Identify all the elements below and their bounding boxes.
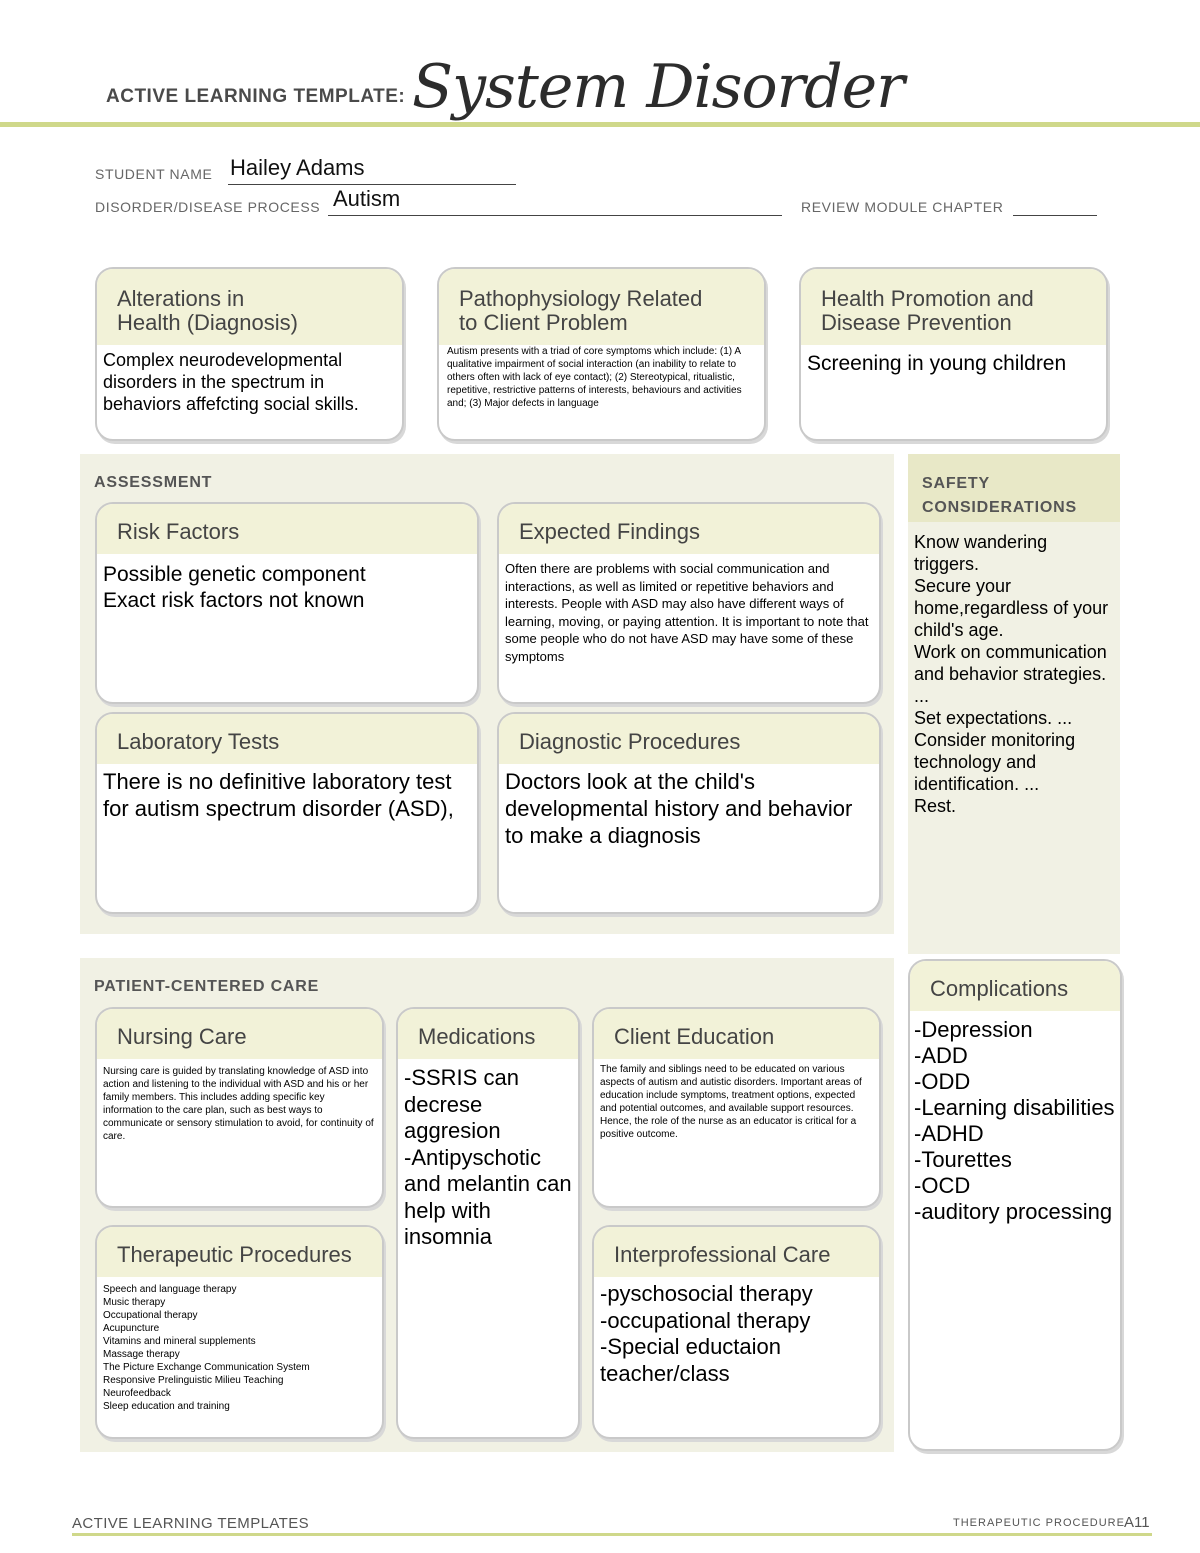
diagnostic-procedures-title: Diagnostic Procedures bbox=[499, 714, 879, 764]
health-promotion-title: Health Promotion and Disease Prevention bbox=[801, 269, 1106, 345]
nursing-care-box bbox=[95, 1007, 384, 1208]
alterations-title: Alterations in Health (Diagnosis) bbox=[97, 269, 402, 345]
header-divider bbox=[0, 122, 1200, 127]
footer-page-number: A11 bbox=[1124, 1514, 1150, 1531]
expected-findings-title: Expected Findings bbox=[499, 504, 879, 554]
assessment-label: ASSESSMENT bbox=[94, 474, 213, 491]
footer-left-label: ACTIVE LEARNING TEMPLATES bbox=[72, 1515, 309, 1532]
nursing-care-title: Nursing Care bbox=[97, 1009, 382, 1059]
client-education-body[interactable]: The family and siblings need to be educated on various aspects of autism and autistic disorders. Important areas of education include symptoms, treatment options, expected and potential outcomes, and available support resources. Hence, the role of the nurse as an educator is critical for a positive outcome. bbox=[600, 1064, 862, 1140]
medications-box bbox=[396, 1007, 580, 1439]
safety-body[interactable]: Know wandering triggers. Secure your home,regardless of your child's age. Work on communication and behavior strategies. ... Set expectations. ... Consider monitoring technology and identification. ... Rest. bbox=[914, 532, 1109, 816]
laboratory-tests-body[interactable]: There is no definitive laboratory test for autism spectrum disorder (ASD), bbox=[103, 769, 454, 821]
medications-body[interactable]: -SSRIS can decrese aggresion -Antipyschotic and melantin can help with insomnia bbox=[404, 1065, 572, 1249]
nursing-care-body[interactable]: Nursing care is guided by translating knowledge of ASD into action and listening to the individual with ASD and his or her family members. This includes adding specific key information to the care plan, such as best ways to communicate or sensory stimulation to avoid, for continuity of care. bbox=[103, 1066, 374, 1142]
student-name-label: STUDENT NAME bbox=[95, 166, 213, 182]
risk-factors-title: Risk Factors bbox=[97, 504, 477, 554]
disorder-value[interactable]: Autism bbox=[333, 186, 401, 211]
client-education-title: Client Education bbox=[594, 1009, 879, 1059]
student-name-line bbox=[228, 183, 516, 185]
therapeutic-procedures-body[interactable]: Speech and language therapy Music therapy Occupational therapy Acupuncture Vitamins and mineral supplements Massage therapy The Picture Exchange Communication System Responsive Prelinguistic Milieu Teaching Neurofeedback Sleep education and training bbox=[103, 1284, 310, 1412]
review-module-line bbox=[1013, 214, 1097, 216]
interprofessional-care-body[interactable]: -pyschosocial therapy -occupational therapy -Special eductaion teacher/class bbox=[600, 1281, 813, 1386]
alterations-box bbox=[95, 267, 404, 441]
interprofessional-care-box bbox=[592, 1225, 881, 1439]
diagnostic-procedures-body[interactable]: Doctors look at the child's developmental history and behavior to make a diagnosis bbox=[505, 769, 853, 848]
complications-body[interactable]: -Depression -ADD -ODD -Learning disabilities -ADHD -Tourettes -OCD -auditory processing bbox=[914, 1017, 1115, 1224]
complications-box bbox=[908, 959, 1122, 1451]
diagnostic-procedures-box bbox=[497, 712, 881, 914]
student-name-value[interactable]: Hailey Adams bbox=[230, 155, 365, 180]
therapeutic-procedures-box bbox=[95, 1225, 384, 1439]
page-title: System Disorder bbox=[412, 52, 904, 122]
risk-factors-body[interactable]: Possible genetic component Exact risk factors not known bbox=[103, 563, 366, 612]
expected-findings-body[interactable]: Often there are problems with social communication and interactions, as well as limited or repetitive behaviors and interests. People with ASD may also have different ways of learning, moving, or paying attention. It is important to note that some people who do not have ASD may have some of these symptoms bbox=[505, 561, 869, 664]
pathophysiology-box bbox=[437, 267, 766, 441]
health-promotion-body[interactable]: Screening in young children bbox=[807, 352, 1067, 375]
safety-label: SAFETY CONSIDERATIONS bbox=[922, 475, 1077, 516]
disorder-line bbox=[328, 214, 782, 216]
complications-title: Complications bbox=[910, 961, 1120, 1011]
footer-divider bbox=[72, 1533, 1152, 1536]
patient-centered-label: PATIENT-CENTERED CARE bbox=[94, 978, 320, 995]
medications-title: Medications bbox=[398, 1009, 578, 1059]
interprofessional-care-title: Interprofessional Care bbox=[594, 1227, 879, 1277]
pathophysiology-title: Pathophysiology Related to Client Problem bbox=[439, 269, 764, 345]
pathophysiology-body[interactable]: Autism presents with a triad of core symptoms which include: (1) A qualitative impairment of social interaction (an inability to relate to others often with lack of eye contact); (2) Stereotypical, ritualistic, repetitive, restrictive patterns of interests, behaviours and activities and; (3) Major defects in language bbox=[447, 346, 742, 409]
expected-findings-box bbox=[497, 502, 881, 704]
footer-right-label: THERAPEUTIC PROCEDURE bbox=[953, 1517, 1125, 1529]
laboratory-tests-title: Laboratory Tests bbox=[97, 714, 477, 764]
health-promotion-box bbox=[799, 267, 1108, 441]
laboratory-tests-box bbox=[95, 712, 479, 914]
review-module-label: REVIEW MODULE CHAPTER bbox=[801, 199, 1004, 215]
risk-factors-box bbox=[95, 502, 479, 704]
template-label: ACTIVE LEARNING TEMPLATE: bbox=[106, 86, 406, 107]
alterations-body[interactable]: Complex neurodevelopmental disorders in the spectrum in behaviors affefcting social skills. bbox=[103, 350, 359, 414]
disorder-label: DISORDER/DISEASE PROCESS bbox=[95, 199, 321, 215]
therapeutic-procedures-title: Therapeutic Procedures bbox=[97, 1227, 382, 1277]
client-education-box bbox=[592, 1007, 881, 1208]
